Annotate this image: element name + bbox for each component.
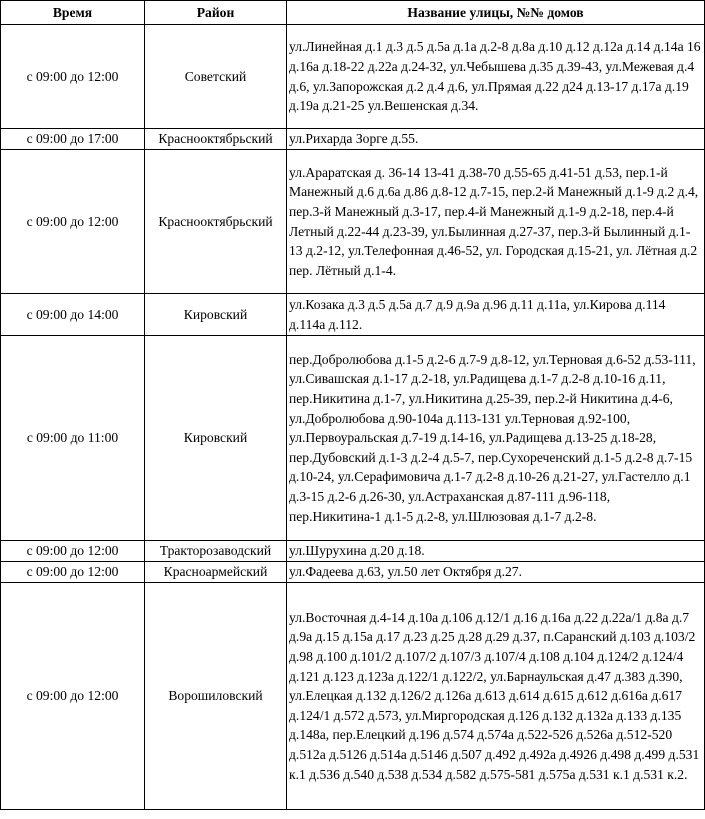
streets-cell: ул.Шурухина д.20 д.18. — [287, 541, 705, 562]
time-cell: с 09:00 до 17:00 — [1, 129, 145, 150]
header-district: Район — [145, 1, 287, 25]
table-row — [1, 336, 705, 541]
table-row — [1, 562, 705, 583]
time-cell: с 09:00 до 14:00 — [1, 294, 145, 336]
district-cell: Краснооктябрьский — [145, 150, 287, 294]
district-cell: Кировский — [145, 294, 287, 336]
time-cell: с 09:00 до 12:00 — [1, 541, 145, 562]
time-cell: с 09:00 до 12:00 — [1, 562, 145, 583]
streets-cell: пер.Добролюбова д.1-5 д.2-6 д.7-9 д.8-12, ул.Терновая д.6-52 д.53-111, ул.Сивашская д.1-17 д.2-18, ул.Радищева д.1-7 д.2-8 д.10-16 д.11, пер.Никитина д.1-7, ул.Никитина д.25-39, пер.2-й Никитина д.4-6, ул.Добролюбова д.90-104а д.113-131 ул.Терновая д.92-100, ул.Первоуральская д.7-19 д.14-16, ул.Радищева д.13-25 д.18-28, пер.Дубовский д.1-3 д.2-4 д.5-7, пер.Сухореченский д.1-5 д.2-8 д.7-15 д.10-24, ул.Серафимовича д.1-7 д.2-8 д.10-26 д.21-27, ул.Гастелло д.1 д.3-15 д.2-6 д.26-30, ул.Астраханская д.87-111 д.96-118, пер.Никитина-1 д.1-5 д.2-8, ул.Шлюзовая д.1-7 д.2-8. — [287, 336, 705, 541]
streets-cell: ул.Рихарда Зорге д.55. — [287, 129, 705, 150]
time-cell: с 09:00 до 11:00 — [1, 336, 145, 541]
header-row — [1, 1, 705, 25]
table-row — [1, 541, 705, 562]
district-cell: Красноармейский — [145, 562, 287, 583]
table-row — [1, 25, 705, 129]
streets-cell: ул.Араратская д. 36-14 13-41 д.38-70 д.55-65 д.41-51 д.53, пер.1-й Манежный д.6 д.6а д.86 д.8-12 д.7-15, пер.2-й Манежный д.1-9 д.2 д.4, пер.3-й Манежный д.3-17, пер.4-й Манежный д.1-9 д.2-18, пер.4-й Летный д.22-44 д.23-39, ул.Былинная д.27-37, пер.3-й Былинный д.1-13 д.2-12, ул.Телефонная д.46-52, ул. Городская д.15-21, ул. Лётная д.2 пер. Лётный д.1-4. — [287, 150, 705, 294]
header-streets: Название улицы, №№ домов — [287, 1, 705, 25]
streets-cell: ул.Линейная д.1 д.3 д.5 д.5а д.1а д.2-8 д.8а д.10 д.12 д.12а д.14 д.14а 16 д.16а д.18-22 д.22а д.24-32, ул.Чебышева д.35 д.39-43, ул.Межевая д.4 д.6, ул.Запорожская д.2 д.4 д.6, ул.Прямая д.22 д24 д.13-17 д.17а д.19 д.19а д.21-25 ул.Вешенская д.34. — [287, 25, 705, 129]
district-cell: Краснооктябрьский — [145, 129, 287, 150]
district-cell: Тракторозаводский — [145, 541, 287, 562]
streets-cell: ул.Фадеева д.63, ул.50 лет Октября д.27. — [287, 562, 705, 583]
time-cell: с 09:00 до 12:00 — [1, 25, 145, 129]
table-row — [1, 129, 705, 150]
streets-cell: ул.Козака д.3 д.5 д.5а д.7 д.9 д.9а д.96 д.11 д.11а, ул.Кирова д.114 д.114а д.112. — [287, 294, 705, 336]
table-row — [1, 150, 705, 294]
district-cell: Кировский — [145, 336, 287, 541]
time-cell: с 09:00 до 12:00 — [1, 583, 145, 810]
streets-cell: ул.Восточная д.4-14 д.10а д.106 д.12/1 д.16 д.16а д.22 д.22а/1 д.8а д.7 д.9а д.15 д.15а д.17 д.23 д.25 д.28 д.29 д.37, п.Саранский д.103 д.103/2 д.98 д.100 д.101/2 д.107/2 д.107/3 д.107/4 д.108 д.104 д.124/2 д.124/4 д.121 д.123 д.123а д.122/1 д.122/2, ул.Барнаульская д.47 д.383 д.390, ул.Елецкая д.132 д.126/2 д.126а д.613 д.614 д.615 д.612 д.616а д.617 д.124/1 д.572 д.573, ул.Миргородская д.126 д.132 д.132а д.133 д.135 д.148а, пер.Елецкий д.196 д.574 д.574а д.522-526 д.526а д.512-520 д.512а д.5126 д.514а д.5146 д.507 д.492 д.492а д.4926 д.498 д.499 д.531 к.1 д.536 д.540 д.538 д.534 д.582 д.575-581 д.575а д.531 к.1 д.531 к.2. — [287, 583, 705, 810]
time-cell: с 09:00 до 12:00 — [1, 150, 145, 294]
table-row — [1, 294, 705, 336]
district-cell: Ворошиловский — [145, 583, 287, 810]
table-row — [1, 583, 705, 810]
header-time: Время — [1, 1, 145, 25]
district-cell: Советский — [145, 25, 287, 129]
